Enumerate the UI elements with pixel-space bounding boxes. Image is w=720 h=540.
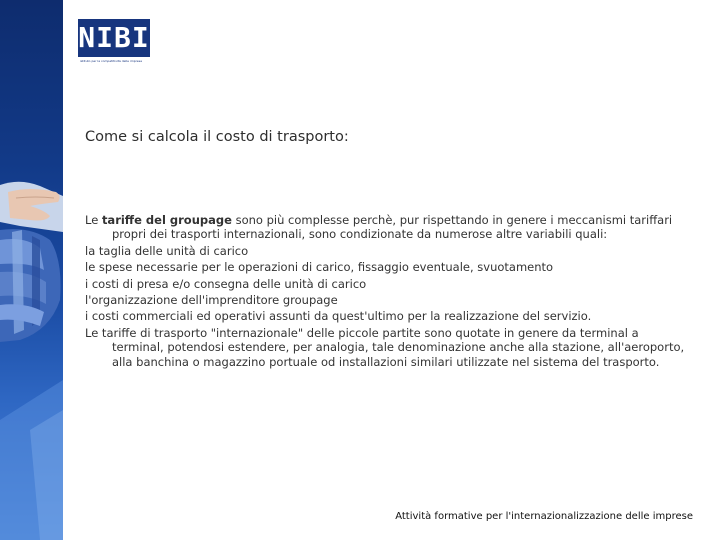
list-item: i costi di presa e/o consegna delle unità di carico bbox=[85, 276, 367, 291]
nibi-logo: NIBI bbox=[78, 19, 150, 57]
list-item: la taglia delle unità di carico bbox=[85, 243, 249, 258]
logo-tagline: istituto per la competitività delle imprese bbox=[80, 60, 143, 63]
list-item: le spese necessarie per le operazioni di carico, fissaggio eventuale, svuotamento bbox=[85, 260, 554, 275]
intro-prefix: Le bbox=[85, 213, 102, 227]
intro-rest: sono più complesse perchè, pur rispettando in genere i meccanismi tariffari propri dei trasporti internazionali, sono condizionate da numerose altre variabili quali: bbox=[112, 213, 673, 242]
footer-caption: Attività formative per l'internazionalizzazione delle imprese bbox=[395, 511, 693, 522]
intro-paragraph bbox=[85, 213, 690, 242]
slide-title: Come si calcola il costo di trasporto: bbox=[85, 129, 349, 145]
slide-body bbox=[85, 213, 690, 369]
decorative-photo-strip bbox=[0, 0, 63, 540]
intro-bold-term: tariffe del groupage bbox=[101, 213, 232, 227]
closing-paragraph: Le tariffe di trasporto "internazionale" delle piccole partite sono quotate in genere da terminal a terminal, potendosi estendere, per analogia, tale denominazione anche alla stazione, all'aeroporto, alla banchina o magazzino portuale od installazioni similari utilizzate nel sistema del trasporto. bbox=[85, 325, 685, 369]
list-item: l'organizzazione dell'imprenditore groupage bbox=[85, 293, 338, 308]
list-item: i costi commerciali ed operativi assunti da quest'ultimo per la realizzazione del servizio. bbox=[85, 309, 592, 324]
hand-globe-image bbox=[0, 0, 63, 540]
